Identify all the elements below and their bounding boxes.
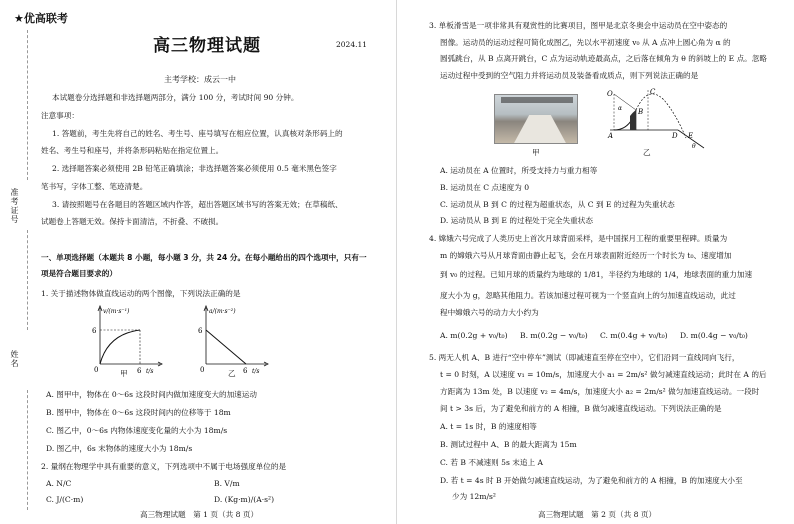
question-4-line: m 的嫦娥六号从月球背面由静止起飞，会在月球表面附近经历一个时长为 t₀、速度增加 [440, 251, 732, 260]
section-heading: 一、单项选择题（本题共 8 小题，每小题 3 分，共 24 分。在每小题给出的四个选项中，只有一 [41, 253, 367, 262]
question-1-option: C. 图乙中，0～6s 内物体速度变化量的大小为 18m/s [46, 426, 228, 435]
trajectory-diagram [600, 86, 710, 156]
question-1-option: A. 图甲中，物体在 0～6s 这段时间内做加速度变大的加速运动 [46, 390, 257, 399]
label-c: C [650, 88, 656, 96]
label-theta: θ [692, 143, 696, 150]
question-3-line: 3. 单板滑雪是一项非常具有观赏性的比赛项目，图甲是北京冬奥会中运动员在空中姿态的 [429, 21, 728, 30]
section-heading: 项是符合题目要求的） [41, 269, 117, 278]
brand-label: ★优高联考 [14, 12, 68, 25]
notice-line: 2. 选择题答案必须使用 2B 铅笔正确填涂；非选择题答案必须使用 0.5 毫米黑色签字 [52, 164, 337, 173]
question-1-option: D. 图乙中，6s 末物体的速度大小为 18m/s [46, 444, 193, 453]
page-title: 高三物理试题 [153, 36, 261, 56]
question-4-option: A. m(0.2g + v₀/t₀) [440, 331, 508, 340]
graph-a-origin: 0 [94, 366, 99, 374]
notice-title: 注意事项： [41, 111, 79, 120]
label-d: D [672, 132, 678, 140]
question-4-option: B. m(0.2g − v₀/t₀) [520, 331, 588, 340]
question-2-option: B. V/m [214, 479, 240, 488]
exam-intro: 本试题卷分选择题和非选择题两部分，满分 100 分，考试时间 90 分钟。 [52, 93, 299, 102]
graph-b-origin: 0 [200, 366, 205, 374]
question-5-option: C. 若 B 不减速则 5s 末追上 A [440, 458, 543, 467]
graph-a-xlabel: t/s [146, 368, 154, 375]
binding-line [27, 30, 28, 180]
graph-b-x-tick: 6 [243, 367, 248, 375]
page-footer: 高三物理试题 第 2 页（共 8 页） [538, 510, 657, 519]
figure-b-caption: 乙 [643, 148, 651, 157]
page-footer: 高三物理试题 第 1 页（共 8 页） [140, 510, 259, 519]
question-4-line: 程中嫦娥六号的动力大小约为 [440, 308, 539, 317]
binding-line [27, 390, 28, 510]
graph-b-y-tick: 6 [198, 327, 203, 335]
notice-line: 笔书写，字体工整、笔迹清楚。 [41, 182, 148, 191]
figure-a-caption: 甲 [532, 148, 540, 157]
question-3-line: 圆弧跳台，从 B 点离开跳台，C 点为运动轨迹最高点，之后落在倾角为 θ 的斜坡上的 E 点。忽略 [440, 54, 767, 63]
question-5-line: 方距离为 13m 处，B 以速度 v₂ = 4m/s，加速度大小 a₂ = 2m/s² 做匀加速直线运动。一段时 [440, 387, 760, 396]
snowboard-photo [494, 94, 578, 144]
graph-b-ylabel: a/(m·s⁻²) [209, 308, 236, 315]
question-5-line: t = 0 时刻，A 以速度 v₁ = 10m/s，加速度大小 a₁ = 2m/s² 做匀减速直线运动；此时在 A 的后 [440, 370, 767, 379]
graph-a-y-tick: 6 [92, 327, 97, 335]
label-a: A [608, 132, 614, 140]
question-2-stem: 2. 量纲在物理学中具有重要的意义，下列选项中不属于电场强度单位的是 [41, 462, 287, 471]
question-5-line: 间 t > 3s 后，为了避免和前方的 A 相撞，B 做匀减速直线运动。下列说法正确的是 [440, 404, 722, 413]
question-2-option: D. (Kg·m)/(A·s²) [214, 495, 275, 504]
question-4-option: D. m(0.4g − v₀/t₀) [680, 331, 748, 340]
question-5-line: 5. 两无人机 A、B 进行“空中停车”测试（即减速直至停在空中），它们沿同一直线同向飞行， [429, 353, 740, 362]
side-exam-number-label: 准考证号 [10, 188, 19, 224]
question-1-option: B. 图甲中，物体在 0～6s 这段时间内的位移等于 18m [46, 408, 231, 417]
binding-line [27, 230, 28, 330]
question-3-line: 图像。运动员的运动过程可简化成图乙，先以水平初速度 v₀ 从 A 点冲上圆心角为 α 的 [440, 38, 731, 47]
question-3-line: 运动过程中受到的空气阻力并将运动员及装备看成质点，则下列说法正确的是 [440, 71, 699, 80]
graph-a-ylabel: v/(m·s⁻¹) [103, 308, 130, 315]
notice-line: 试题卷上答题无效。保持卡面清洁，不折叠、不破损。 [41, 217, 224, 226]
question-4-line: 到 v₀ 的过程。已知月球的质量约为地球的 1/81，半径约为地球的 1/4，地球表面的重力加速 [440, 270, 753, 279]
graph-a-caption: 甲 [120, 369, 128, 378]
question-3-option: D. 运动员从 B 到 E 的过程处于完全失重状态 [440, 216, 593, 225]
question-3-option: C. 运动员从 B 到 C 的过程为超重状态，从 C 到 E 的过程为失重状态 [440, 200, 675, 209]
label-b: B [638, 108, 644, 116]
question-1-stem: 1. 关于描述物体做直线运动的两个图像，下列说法正确的是 [41, 289, 241, 298]
side-name-label: 姓名 [10, 350, 19, 368]
question-4-line: 4. 嫦娥六号完成了人类历史上首次月球背面采样，是中国探月工程的重要里程碑。质量为 [429, 234, 728, 243]
notice-line: 3. 请按照题号在各题目的答题区域内作答，超出答题区域书写的答案无效；在草稿纸、 [52, 200, 343, 209]
graph-b-xlabel: t/s [252, 368, 260, 375]
question-3-option: B. 运动员在 C 点速度为 0 [440, 183, 530, 192]
question-2-option: A. N/C [46, 479, 72, 488]
graph-a-x-tick: 6 [137, 367, 142, 375]
question-5-option: A. t = 1s 时，B 的速度相等 [440, 422, 537, 431]
graph-b-caption: 乙 [228, 369, 236, 378]
question-5-option: B. 测试过程中 A、B 的最大距离为 15m [440, 440, 577, 449]
label-e: E [688, 132, 694, 140]
exam-date: 2024.11 [336, 40, 368, 49]
question-2-option: C. J/(C·m) [46, 495, 84, 504]
host-school: 主考学校：成云一中 [164, 75, 236, 84]
notice-line: 姓名、考生号和座号，并将条形码粘贴在指定位置上。 [41, 146, 224, 155]
label-o: O [607, 90, 613, 98]
question-3-option: A. 运动员在 A 位置时，所受支持力与重力相等 [440, 166, 598, 175]
question-5-option: D. 若 t = 4s 时 B 开始做匀减速直线运动，为了避免和前方的 A 相撞，B 的加速度大小至 [440, 476, 743, 485]
question-5-option: 少为 12m/s² [452, 492, 496, 501]
question-4-option: C. m(0.4g + v₀/t₀) [600, 331, 668, 340]
label-alpha: α [618, 105, 623, 112]
notice-line: 1. 答题前，考生先将自己的姓名、考生号、座号填写在相应位置，认真核对条形码上的 [52, 129, 343, 138]
question-4-line: 度大小为 g，忽略其他阻力。若该加速过程可视为一个竖直向上的匀加速直线运动，此过 [440, 291, 736, 300]
